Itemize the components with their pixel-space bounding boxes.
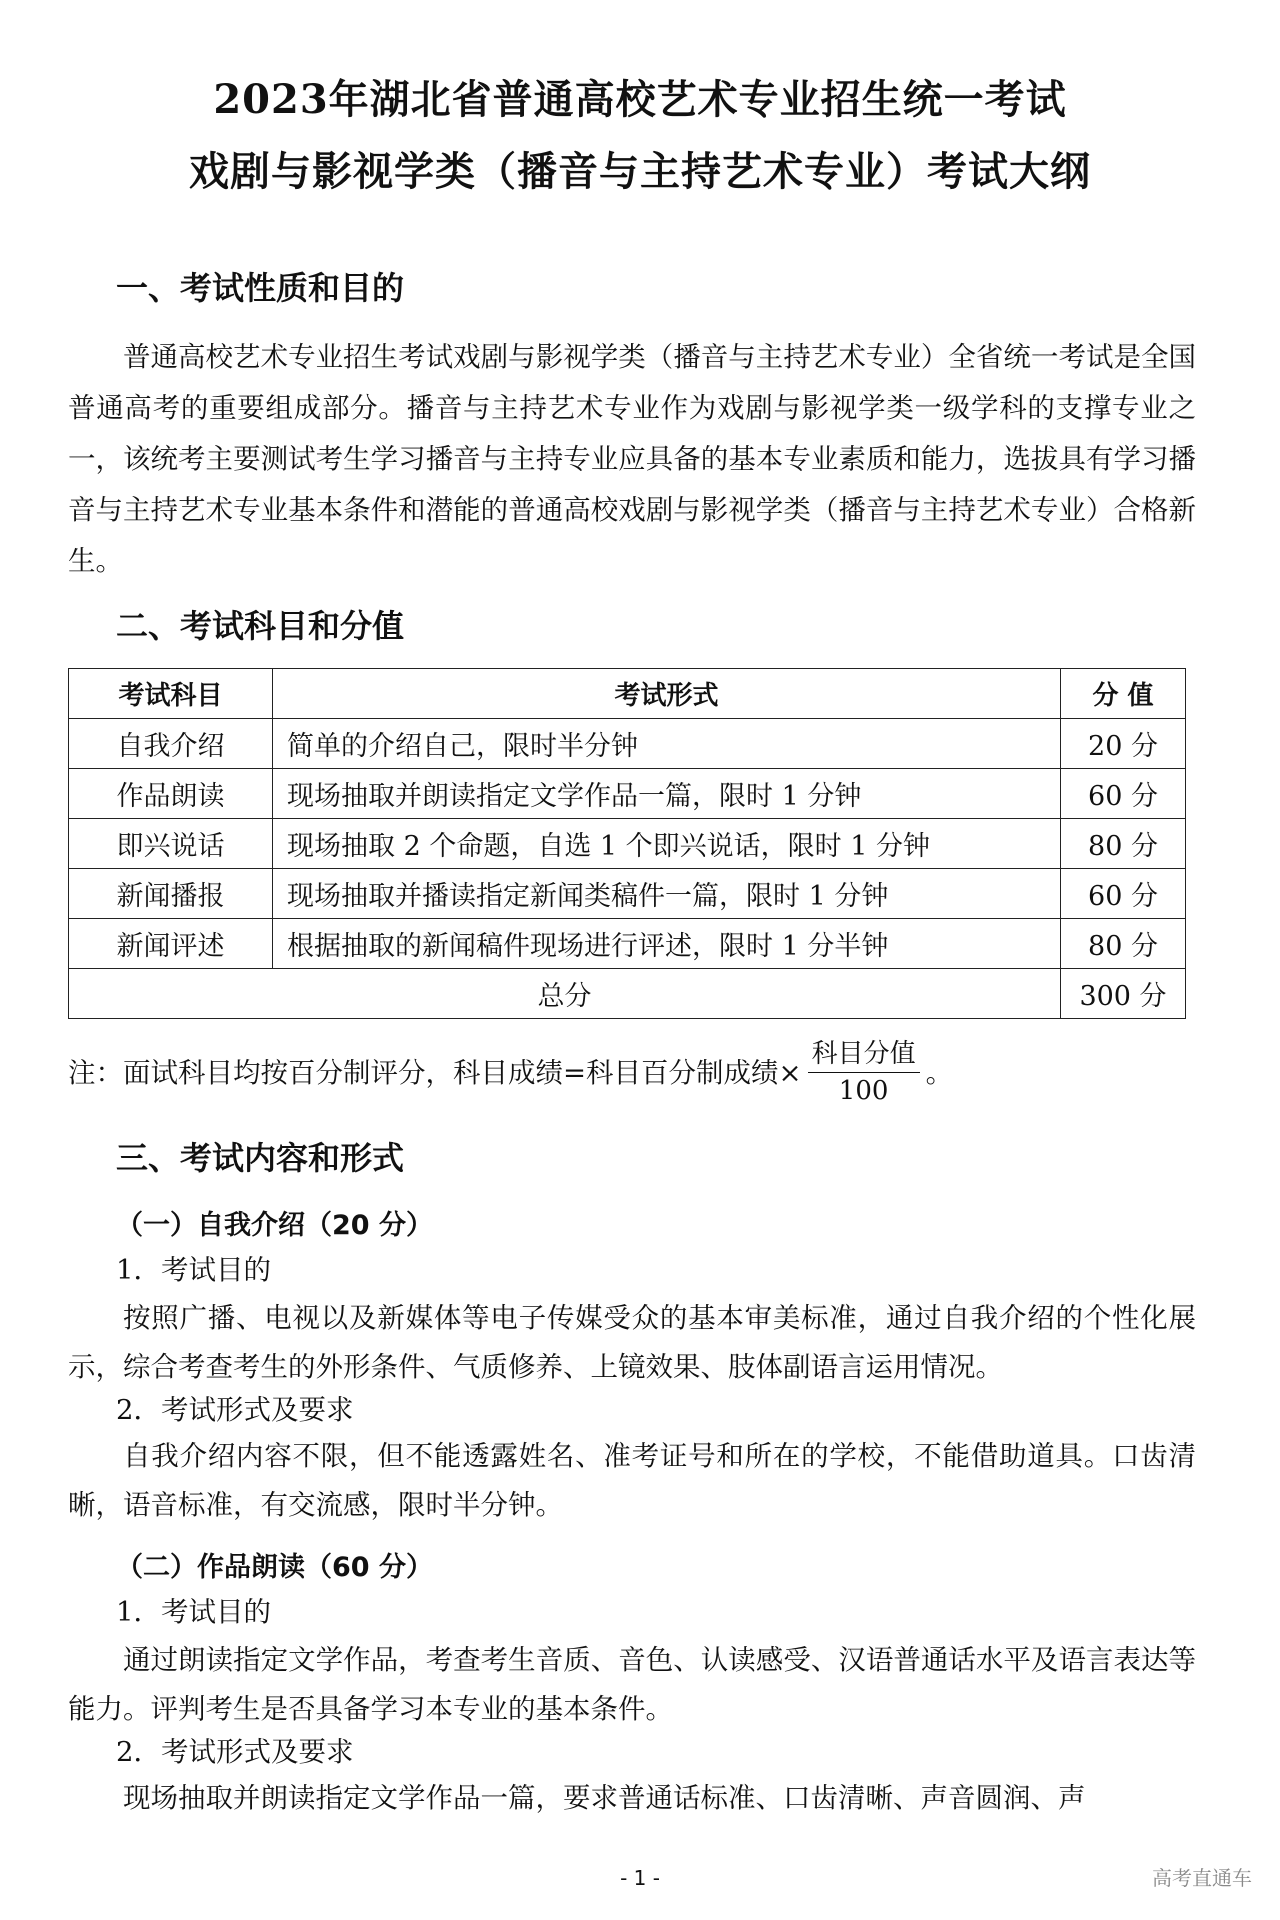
table-total-row [69,969,1186,1019]
table-cell-format: 现场抽取并播读指定新闻类稿件一篇，限时 1 分钟 [273,869,1061,919]
score-fraction [808,1036,920,1109]
watermark-text: 高考直通车 [1152,1866,1252,1890]
table-cell-format: 简单的介绍自己，限时半分钟 [273,719,1061,769]
part2-item1-label: 1．考试目的 [116,1596,271,1628]
note-prefix: 注：面试科目均按百分制评分，科目成绩=科目百分制成绩× [68,1056,802,1089]
table-cell-subject: 即兴说话 [69,819,273,869]
table-total-value: 300 分 [1061,969,1186,1019]
table-cell-score: 60 分 [1061,869,1186,919]
table-cell-format: 现场抽取并朗读指定文学作品一篇，限时 1 分钟 [273,769,1061,819]
table-row [69,869,1186,919]
table-row [69,819,1186,869]
header-subject: 考试科目 [69,669,273,719]
part1-heading: （一）自我介绍（20 分） [116,1210,433,1241]
table-total-label: 总分 [69,969,1061,1019]
table-row [69,919,1186,969]
table-cell-subject: 新闻播报 [69,869,273,919]
section3-heading: 三、考试内容和形式 [116,1139,405,1177]
part1-item1-text: 按照广播、电视以及新媒体等电子传媒受众的基本审美标准，通过自我介绍的个性化展示，综合考查考生的外形条件、气质修养、上镜效果、肢体副语言运用情况。 [68,1302,1196,1383]
section1-heading: 一、考试性质和目的 [116,269,405,307]
table-cell-format: 现场抽取 2 个命题，自选 1 个即兴说话，限时 1 分钟 [273,819,1061,869]
table-cell-score: 80 分 [1061,919,1186,969]
section2-heading: 二、考试科目和分值 [116,607,405,645]
table-cell-subject: 作品朗读 [69,769,273,819]
table-cell-subject: 新闻评述 [69,919,273,969]
header-format: 考试形式 [273,669,1061,719]
section1-paragraph: 普通高校艺术专业招生考试戏剧与影视学类（播音与主持艺术专业）全省统一考试是全国普通高考的重要组成部分。播音与主持艺术专业作为戏剧与影视学类一级学科的支撑专业之一，该统考主要测试考生学习播音与主持专业应具备的基本专业素质和能力，选拔具有学习播音与主持艺术专业基本条件和潜能的普通高校戏剧与影视学类（播音与主持艺术专业）合格新生。 [68,341,1196,577]
table-cell-subject: 自我介绍 [69,719,273,769]
part2-item1-text: 通过朗读指定文学作品，考查考生音质、音色、认读感受、汉语普通话水平及语言表达等能力。评判考生是否具备学习本专业的基本条件。 [68,1644,1196,1725]
part2-heading: （二）作品朗读（60 分） [116,1552,433,1583]
part1-item1-label: 1．考试目的 [116,1254,271,1286]
part1-item2-text: 自我介绍内容不限，但不能透露姓名、准考证号和所在的学校，不能借助道具。口齿清晰，语音标准，有交流感，限时半分钟。 [68,1440,1196,1521]
part2-item2-label: 2．考试形式及要求 [116,1736,354,1768]
header-score: 分 值 [1061,669,1186,719]
part1-item2-label: 2．考试形式及要求 [116,1394,354,1426]
fraction-denominator: 100 [838,1076,889,1106]
fraction-numerator: 科目分值 [808,1036,920,1073]
score-formula-note [68,1036,953,1109]
table-row [69,719,1186,769]
note-suffix: 。 [925,1056,954,1089]
table-row [69,769,1186,819]
table-cell-score: 20 分 [1061,719,1186,769]
table-cell-score: 60 分 [1061,769,1186,819]
table-cell-format: 根据抽取的新闻稿件现场进行评述，限时 1 分半钟 [273,919,1061,969]
document-title-line1: 2023年湖北省普通高校艺术专业招生统一考试 [213,76,1067,123]
document-title-line2: 戏剧与影视学类（播音与主持艺术专业）考试大纲 [189,148,1091,195]
table-header-row [69,669,1186,719]
table-cell-score: 80 分 [1061,819,1186,869]
part2-item2-text: 现场抽取并朗读指定文学作品一篇，要求普通话标准、口齿清晰、声音圆润、声 [123,1782,1086,1814]
score-table [68,668,1186,1019]
page-number: - 1 - [620,1866,660,1890]
